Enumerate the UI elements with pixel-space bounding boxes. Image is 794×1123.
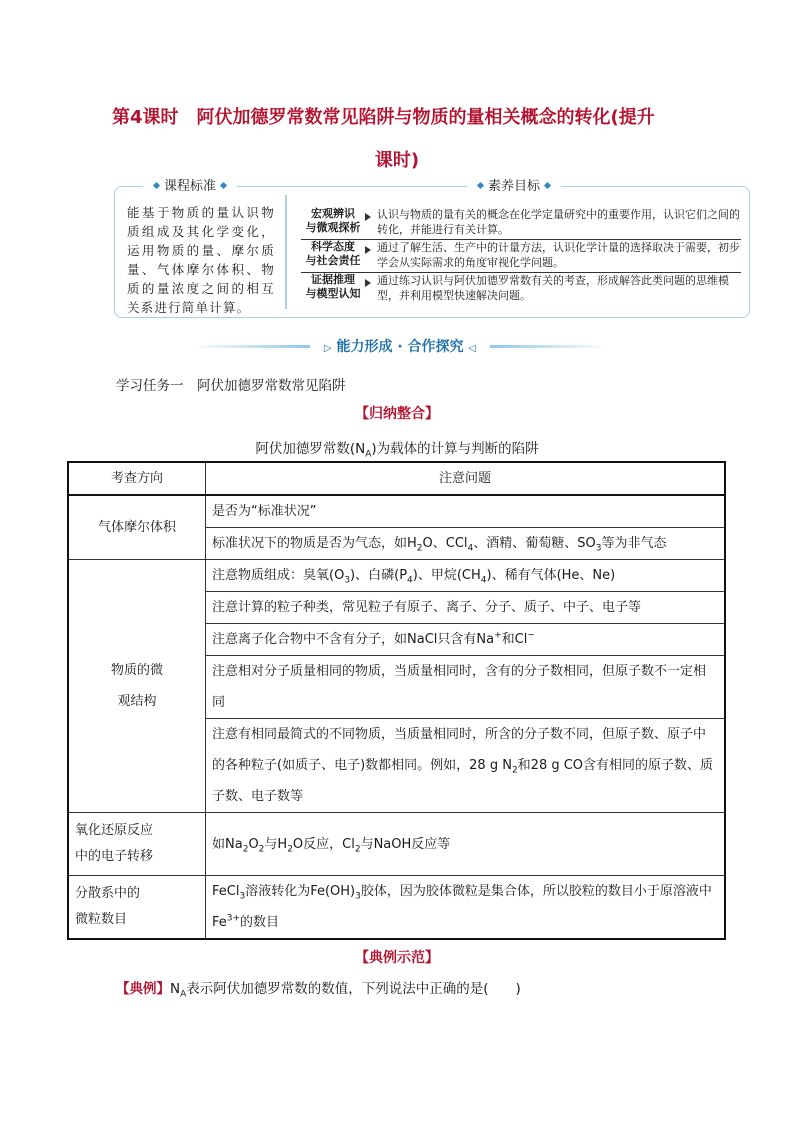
table-row	[68, 495, 725, 528]
banner-left-bar	[190, 345, 310, 348]
section-banner	[190, 336, 610, 356]
goal-text-3: 通过练习认识与阿伏加德罗常数有关的考查，形成解答此类问题的思维模型，并利用模型快速解决问题。	[377, 274, 729, 302]
note-cell: FeCl$_3$溶液转化为$Fe(OH)_3$胶体，因为胶体微粒是集合体，所以胶粒的数目小于原溶液中$Fe^{3+}$的数目	[206, 876, 726, 940]
goal-label-2: 科学态度 与社会责任	[305, 240, 361, 267]
goal-text-1: 认识与物质的量有关的概念在化学定量研究中的重要作用，认识它们之间的转化，并能进行有关计算。	[377, 208, 740, 236]
page-title: 第4课时 阿伏加德罗常数常见陷阱与物质的量相关概念的转化(提升	[112, 107, 655, 128]
table-caption: 阿伏加德罗常数$(N_A)$为载体的计算与判断的陷阱	[255, 441, 539, 460]
example-question: 【典例】$N_A$表示阿伏加德罗常数的数值，下列说法中正确的是( )	[116, 981, 521, 1000]
direction-micro: 物质的微 观结构	[68, 560, 206, 813]
summary-tag: 【归纳整合】	[355, 406, 439, 422]
goal-arrow-icon	[365, 246, 371, 254]
trap-table	[67, 461, 726, 940]
note-cell: 注意物质组成：臭氧$(O_3)$、白磷$(P_4)$、甲烷$(CH_4)$、稀有气体(He、Ne)	[206, 560, 726, 592]
note-cell: 标准状况下的物质是否为气态，如$H_2O$、CCl$_4$、酒精、葡萄糖、$SO_3$等为非气态	[206, 528, 726, 560]
task-heading: 学习任务一 阿伏加德罗常数常见陷阱	[116, 378, 346, 394]
direction-redox: 氧化还原反应 中的电子转移	[68, 813, 206, 876]
note-cell: 注意相对分子质量相同的物质，当质量相同时，含有的分子数相同，但原子数不一定相同	[206, 656, 726, 719]
table-row	[68, 813, 725, 876]
goal-label-1: 宏观辨识 与微观探析	[305, 207, 361, 234]
note-cell: 注意计算的粒子种类，常见粒子有原子、离子、分子、质子、中子、电子等	[206, 592, 726, 624]
table-row	[68, 560, 725, 592]
banner-text: ▷ 能力形成 · 合作探究 ◁	[323, 339, 477, 355]
header-direction: 考查方向	[68, 462, 206, 495]
header-notes: 注意问题	[206, 462, 726, 495]
example-tag: 【典例】	[116, 981, 170, 997]
table-row	[68, 876, 725, 940]
direction-dispersion: 分散系中的 微粒数目	[68, 876, 206, 940]
chevron-left-icon: ◁	[468, 343, 477, 354]
standards-box	[114, 179, 750, 318]
direction-gas: 气体摩尔体积	[68, 495, 206, 560]
note-cell: 是否为“标准状况”	[206, 495, 726, 528]
goal-text-2: 通过了解生活、生产中的计量方法，认识化学计量的选择取决于需要，初步学会从实际需求的角度审视化学问题。	[377, 241, 740, 269]
note-cell: 注意离子化合物中不含有分子，如NaCl只含有Na+和Cl−	[206, 624, 726, 656]
chevron-right-icon: ▷	[323, 343, 332, 354]
note-cell: 如$Na_2O_2$与$H_2O$反应，$Cl_2$与NaOH反应等	[206, 813, 726, 876]
banner-right-bar	[490, 345, 610, 348]
page-title-continued: 课时)	[374, 150, 420, 171]
standards-divider	[285, 195, 287, 309]
goal-arrow-icon	[365, 213, 371, 221]
note-cell: 注意有相同最简式的不同物质，当质量相同时，所含的分子数不同，但原子数、原子中的各种粒子(如质子、电子)数都相同。例如，28 g $N_2$和28 g CO含有相同的原子数、质子数、电子数等	[206, 719, 726, 813]
course-standard-header: 课程标准	[143, 178, 237, 196]
goal-arrow-icon	[365, 279, 371, 287]
literacy-goal-header: 素养目标	[467, 178, 561, 196]
example-section-tag: 【典例示范】	[355, 950, 439, 966]
table-header-row	[68, 462, 725, 495]
course-standard-text: 能基于物质的量认识物质组成及其化学变化，运用物质的量、摩尔质量、气体摩尔体积、物质的量浓度之间的相互关系进行简单计算。	[127, 205, 275, 315]
goal-label-3: 证据推理 与模型认知	[305, 273, 361, 300]
